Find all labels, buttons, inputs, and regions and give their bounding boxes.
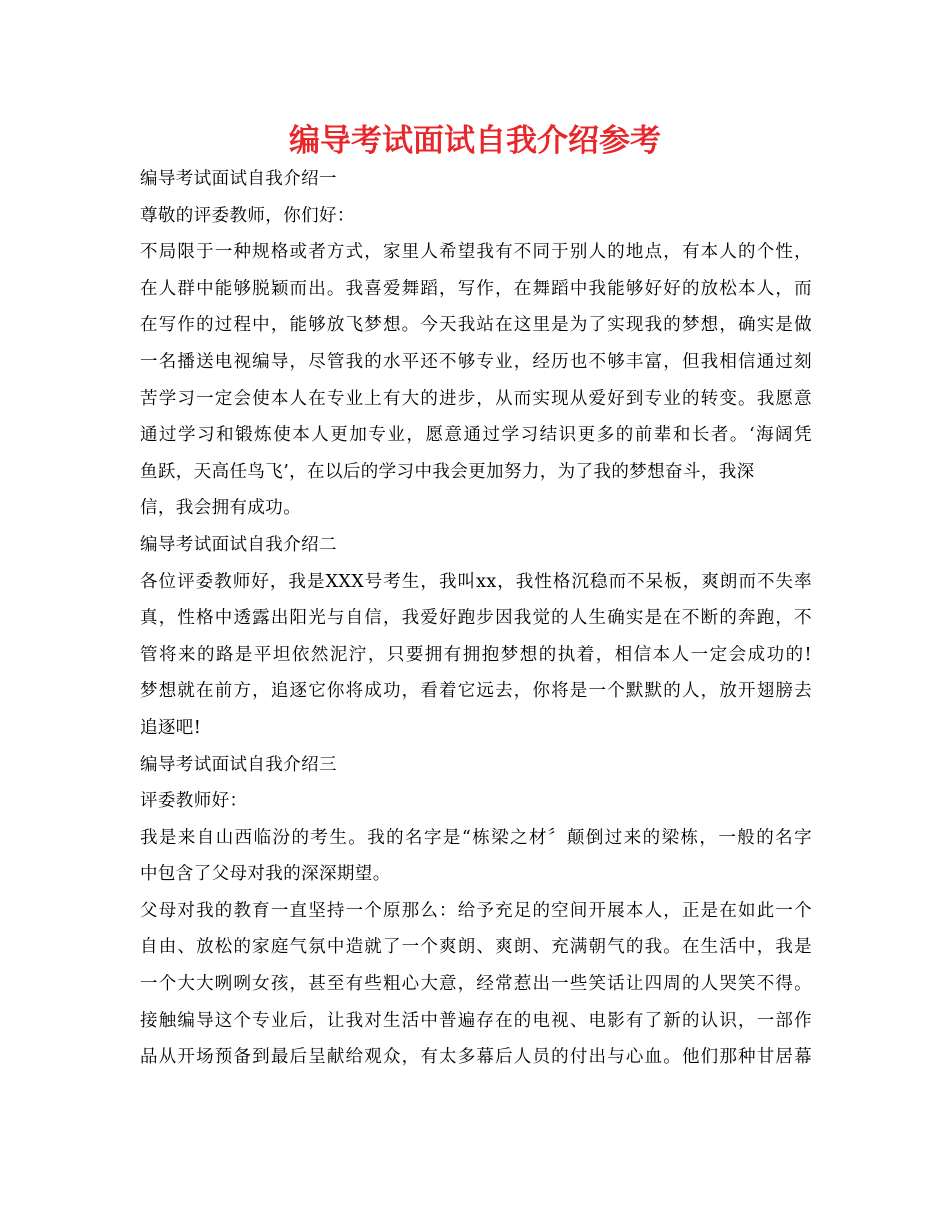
text-line: 父母对我的教育一直坚持一个原那么：给予充足的空间开展本人，正是在如此一个 [140,900,812,921]
text-line: 自由、放松的家庭气氛中造就了一个爽朗、爽朗、充满朝气的我。在生活中，我是 [140,937,812,958]
text-line: 梦想就在前方，追逐它你将成功，看着它远去，你将是一个默默的人，放开翅膀去 [140,681,812,702]
text-line: 编导考试面试自我介绍二 [140,534,337,555]
text-line: 尊敬的评委教师，你们好： [140,205,355,226]
document-title: 编导考试面试自我介绍参考 [289,123,661,159]
text-line: 通过学习和锻炼使本人更加专业，愿意通过学习结识更多的前辈和长者。‘海阔凭 [140,425,812,446]
text-line: 一个大大咧咧女孩，甚至有些粗心大意，经常惹出一些笑话让四周的人哭笑不得。 [140,974,812,995]
text-line: 在写作的过程中，能够放飞梦想。今天我站在这里是为了实现我的梦想，确实是做 [140,315,812,336]
text-line: 在人群中能够脱颖而出。我喜爱舞蹈，写作，在舞蹈中我能够好好的放松本人，而 [140,278,812,299]
document-body [140,161,812,1076]
text-line: 各位评委教师好，我是XXX号考生，我叫xx，我性格沉稳而不呆板，爽朗而不失率 [140,571,812,592]
text-line: 追逐吧! [140,717,202,738]
text-line: 信，我会拥有成功。 [140,498,302,519]
text-line: 接触编导这个专业后，让我对生活中普遍存在的电视、电影有了新的认识，一部作 [140,1010,812,1031]
text-line: 管将来的路是平坦依然泥泞，只要拥有拥抱梦想的执着，相信本人一定会成功的! [140,644,812,665]
text-line: 品从开场预备到最后呈献给观众，有太多幕后人员的付出与心血。他们那种甘居幕 [140,1047,812,1068]
text-line: 苦学习一定会使本人在专业上有大的进步，从而实现从爱好到专业的转变。我愿意 [140,388,812,409]
text-line: 编导考试面试自我介绍一 [140,169,337,189]
text-line: 中包含了父母对我的深深期望。 [140,864,391,885]
text-line: 编导考试面试自我介绍三 [140,754,337,775]
text-line: 评委教师好： [140,791,248,812]
text-line: 真，性格中透露出阳光与自信，我爱好跑步因我觉的人生确实是在不断的奔跑，不 [140,608,812,629]
text-line: 我是来自山西临汾的考生。我的名字是“栋梁之材〞颠倒过来的梁栋，一般的名字 [140,827,812,848]
text-line: 一名播送电视编导，尽管我的水平还不够专业，经历也不够丰富，但我相信通过刻 [140,351,812,372]
text-line: 不局限于一种规格或者方式，家里人希望我有不同于别人的地点，有本人的个性， [140,242,812,263]
text-line: 鱼跃，天高任鸟飞’，在以后的学习中我会更加努力，为了我的梦想奋斗，我深 [140,461,755,482]
